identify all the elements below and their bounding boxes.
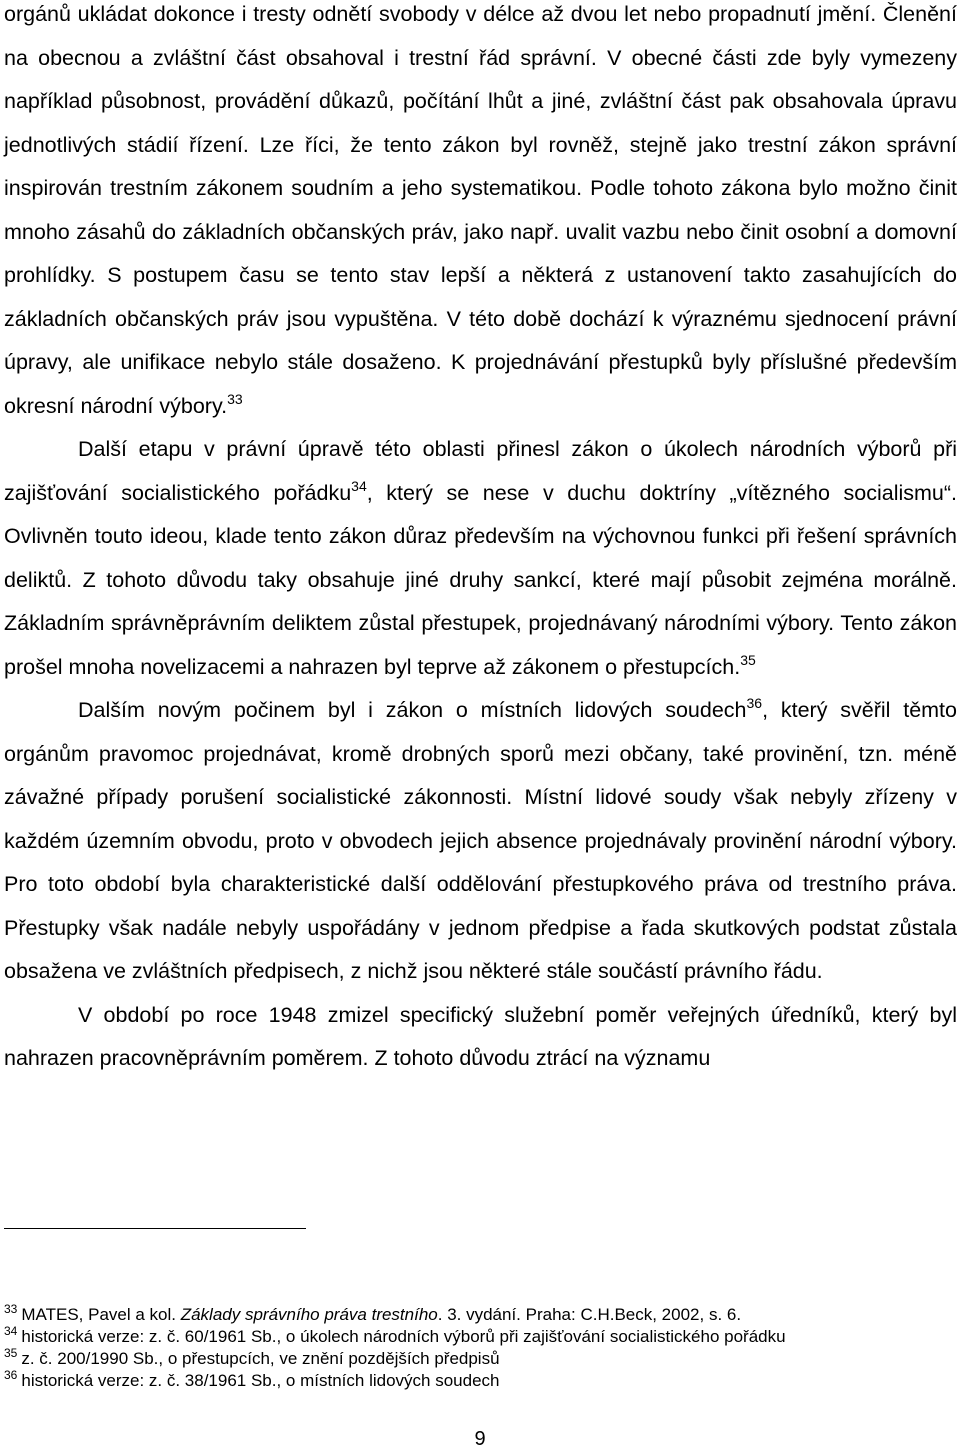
- text-run: . 3. vydání. Praha: C.H.Beck, 2002, s. 6.: [437, 1305, 742, 1324]
- document-page: [4, 0, 957, 1081]
- text-run: MATES, Pavel a kol.: [21, 1305, 181, 1324]
- page-number: 9: [474, 1428, 486, 1450]
- footnote-number: 35: [4, 1346, 18, 1360]
- paragraph: [4, 428, 957, 689]
- footnote: [4, 1348, 957, 1370]
- footnote-separator: [4, 1228, 306, 1229]
- text-run: z. č. 200/1990 Sb., o přestupcích, ve znění pozdějších předpisů: [21, 1349, 500, 1368]
- text-run: orgánů ukládat dokonce i tresty odnětí svobody v délce až dvou let nebo propadnutí jmění. Členění na obecnou a zvláštní část obsahoval i trestní řád správní. V obecné části zde byly vymezeny například působnost, provádění důkazů, počítání lhůt a jiné, zvláštní část pak obsahovala úpravu jednotlivých stádií řízení. Lze říci, že tento zákon byl rovněž, stejně jako trestní zákon správní inspirován trestním zákonem soudním a jeho systematikou. Podle tohoto zákona bylo možno činit mnoho zásahů do základních občanských práv, jako např. uvalit vazbu nebo činit osobní a domovní prohlídky. S postupem času se tento stav lepší a některá z ustanovení takto zasahujících do základních občanských práv jsou vypuštěna. V této době dochází k výraznému sjednocení právní úpravy, ale unifikace nebylo stále dosaženo. K projednávání přestupků byly příslušné především okresní národní výbory.: [4, 2, 957, 418]
- footnote-reference: 34: [351, 477, 367, 494]
- footnote-number: 33: [4, 1302, 18, 1316]
- footnote-reference: 36: [746, 695, 763, 711]
- paragraph: [4, 994, 957, 1081]
- text-run: V období po roce 1948 zmizel specifický služební poměr veřejných úředníků, který byl nahrazen pracovněprávním poměrem. Z tohoto důvodu ztrácí na významu: [4, 1002, 957, 1070]
- text-run: historická verze: z. č. 60/1961 Sb., o úkolech národních výborů při zajišťování socialistického pořádku: [21, 1327, 786, 1346]
- italic-text: Základy správního práva trestního: [180, 1305, 438, 1324]
- body-text: [4, 0, 957, 1081]
- paragraph: [4, 0, 957, 428]
- footnote: [4, 1326, 957, 1348]
- footnote-number: 34: [4, 1324, 18, 1338]
- text-run: , který se nese v duchu doktríny „vítězného socialismu“. Ovlivněn touto ideou, klade tento zákon důraz především na výchovnou funkci při řešení správních deliktů. Z tohoto důvodu taky obsahuje jiné druhy sankcí, které mají působit zejména morálně. Základním správněprávním deliktem zůstal přestupek, projednávaný národními výbory. Tento zákon prošel mnoha novelizacemi a nahrazen byl teprve až zákonem o přestupcích.: [4, 480, 957, 679]
- footnotes: [4, 1304, 957, 1392]
- paragraph: [4, 689, 957, 994]
- text-run: historická verze: z. č. 38/1961 Sb., o místních lidových soudech: [21, 1371, 500, 1390]
- text-run: , který svěřil těmto orgánům pravomoc projednávat, kromě drobných sporů mezi občany, také provinění, tzn. méně závažné případy porušení socialistické zákonnosti. Místní lidové soudy však nebyly zřízeny v každém územním obvodu, proto v obvodech jejich absence projednávaly provinění národní výbory. Pro toto období byla charakteristické další oddělování přestupkového práva od trestního práva. Přestupky však nadále nebyly uspořádány v jednom předpise a řada skutkových podstat zůstala obsažena ve zvláštních předpisech, z nichž jsou některé stále součástí právního řádu.: [4, 698, 957, 983]
- footnote-reference: 33: [227, 390, 243, 407]
- text-run: Dalším novým počinem byl i zákon o místních lidových soudech: [78, 698, 747, 722]
- footnote-number: 36: [4, 1368, 18, 1382]
- footnote-reference: 35: [740, 651, 756, 668]
- footnote: [4, 1304, 957, 1326]
- footnote: [4, 1370, 957, 1392]
- text-run: Další etapu v právní úpravě této oblasti přinesl zákon o úkolech národních výborů při zajišťování socialistického pořádku: [4, 437, 957, 505]
